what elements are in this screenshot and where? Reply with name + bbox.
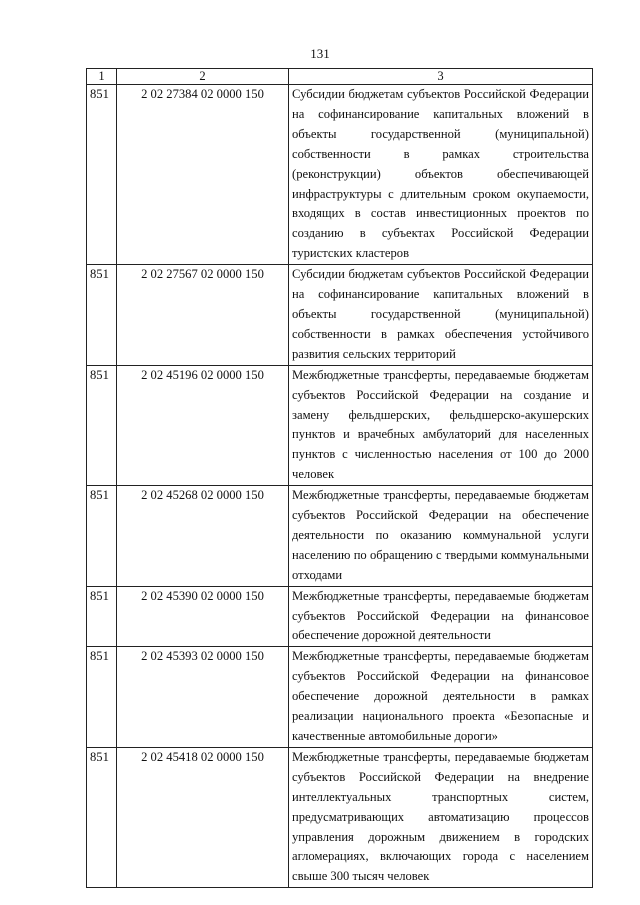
table-row bbox=[87, 647, 593, 748]
table-row bbox=[87, 265, 593, 366]
table-row bbox=[87, 365, 593, 485]
description-cell: Межбюджетные трансферты, передаваемые бюджетам субъектов Российской Федерации на финансовое обеспечение дорожной деятельности в рамках реализации национального проекта «Безопасные и качественные автомобильные дороги» bbox=[289, 647, 593, 748]
budget-code-cell: 2 02 45390 02 0000 150 bbox=[117, 586, 289, 647]
budget-code-cell: 2 02 45268 02 0000 150 bbox=[117, 486, 289, 587]
budget-code-cell: 2 02 45393 02 0000 150 bbox=[117, 647, 289, 748]
budget-classification-table bbox=[86, 68, 593, 888]
budget-code-cell: 2 02 45196 02 0000 150 bbox=[117, 365, 289, 485]
budget-code-cell: 2 02 27567 02 0000 150 bbox=[117, 265, 289, 366]
admin-code-cell: 851 bbox=[87, 586, 117, 647]
column-header-1: 1 bbox=[87, 69, 117, 85]
description-cell: Межбюджетные трансферты, передаваемые бюджетам субъектов Российской Федерации на обеспечение деятельности по оказанию коммунальной услуги населению по обращению с твердыми коммунальными отходами bbox=[289, 486, 593, 587]
budget-code-cell: 2 02 45418 02 0000 150 bbox=[117, 747, 289, 887]
table-row bbox=[87, 586, 593, 647]
column-header-2: 2 bbox=[117, 69, 289, 85]
table-row bbox=[87, 486, 593, 587]
table-header-row bbox=[87, 69, 593, 85]
admin-code-cell: 851 bbox=[87, 647, 117, 748]
table-row bbox=[87, 85, 593, 265]
description-cell: Межбюджетные трансферты, передаваемые бюджетам субъектов Российской Федерации на внедрение интеллектуальных транспортных систем, предусматривающих автоматизацию процессов управления дорожным движением в городских агломерациях, включающих города с населением свыше 300 тысяч человек bbox=[289, 747, 593, 887]
admin-code-cell: 851 bbox=[87, 365, 117, 485]
description-cell: Межбюджетные трансферты, передаваемые бюджетам субъектов Российской Федерации на создание и замену фельдшерских, фельдшерско-акушерских пунктов и врачебных амбулаторий для населенных пунктов с численностью населения от 100 до 2000 человек bbox=[289, 365, 593, 485]
description-cell: Субсидии бюджетам субъектов Российской Федерации на софинансирование капитальных вложений в объекты государственной (муниципальной) собственности в рамках строительства (реконструкции) объектов обеспечивающей инфраструктуры с длительным сроком окупаемости, входящих в состав инвестиционных проектов по созданию в субъектах Российской Федерации туристских кластеров bbox=[289, 85, 593, 265]
admin-code-cell: 851 bbox=[87, 747, 117, 887]
page-number: 131 bbox=[310, 46, 330, 61]
admin-code-cell: 851 bbox=[87, 85, 117, 265]
budget-code-cell: 2 02 27384 02 0000 150 bbox=[117, 85, 289, 265]
description-cell: Межбюджетные трансферты, передаваемые бюджетам субъектов Российской Федерации на финансовое обеспечение дорожной деятельности bbox=[289, 586, 593, 647]
description-cell: Субсидии бюджетам субъектов Российской Федерации на софинансирование капитальных вложений в объекты государственной (муниципальной) собственности в рамках обеспечения устойчивого развития сельских территорий bbox=[289, 265, 593, 366]
admin-code-cell: 851 bbox=[87, 265, 117, 366]
table-row bbox=[87, 747, 593, 887]
column-header-3: 3 bbox=[289, 69, 593, 85]
admin-code-cell: 851 bbox=[87, 486, 117, 587]
